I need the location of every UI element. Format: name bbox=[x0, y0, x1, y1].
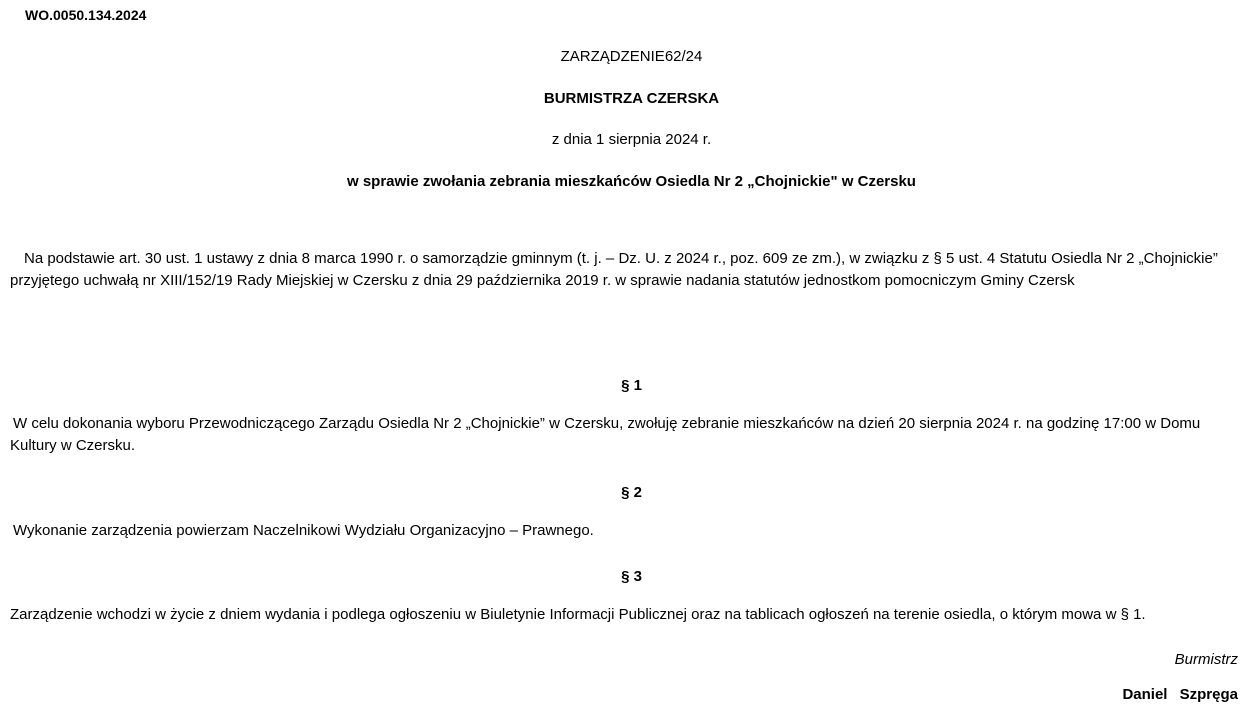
document-date: z dnia 1 sierpnia 2024 r. bbox=[551, 131, 712, 148]
legal-basis-paragraph: Na podstawie art. 30 ust. 1 ustawy z dnia 8 marca 1990 r. o samorządzie gminnym (t. j. – Dz. U. z 2024 r., poz. 609 ze zm.), w związku z § 5 ust. 4 Statutu Osiedla Nr 2 „Chojnickie” przyjętego uchwałą nr XIII/152/19 Rady Miejskiej w Czersku z dnia 29 października 2019 r. w sprawie nadania statutów jednostkom pomocniczym Gminy Czersk bbox=[10, 250, 1218, 289]
document-type: ZARZĄDZENIE62/24 bbox=[560, 48, 703, 65]
signature-name: Daniel Szpręga bbox=[1122, 686, 1238, 703]
section-1-heading: § 1 bbox=[621, 377, 642, 394]
section-2-heading: § 2 bbox=[621, 484, 642, 501]
section-3-text: Zarządzenie wchodzi w życie z dniem wydania i podlega ogłoszeniu w Biuletynie Informacji Publicznej oraz na tablicach ogłoszeń na terenie osiedla, o którym mowa w § 1. bbox=[10, 606, 1146, 623]
issuer: BURMISTRZA CZERSKA bbox=[543, 90, 720, 107]
section-1-text: W celu dokonania wyboru Przewodniczącego Zarządu Osiedla Nr 2 „Chojnickie” w Czersku, zwołuję zebranie mieszkańców na dzień 20 sierpnia 2024 r. na godzinę 17:00 w Domu Kultury w Czersku. bbox=[10, 415, 1201, 454]
document-subject: w sprawie zwołania zebrania mieszkańców Osiedla Nr 2 „Chojnickie" w Czersku bbox=[347, 173, 916, 190]
reference-number: WO.0050.134.2024 bbox=[25, 7, 147, 23]
signature-title: Burmistrz bbox=[1174, 651, 1238, 668]
section-2-text: Wykonanie zarządzenia powierzam Naczelnikowi Wydziału Organizacyjno – Prawnego. bbox=[13, 522, 594, 539]
section-3-heading: § 3 bbox=[621, 568, 642, 585]
